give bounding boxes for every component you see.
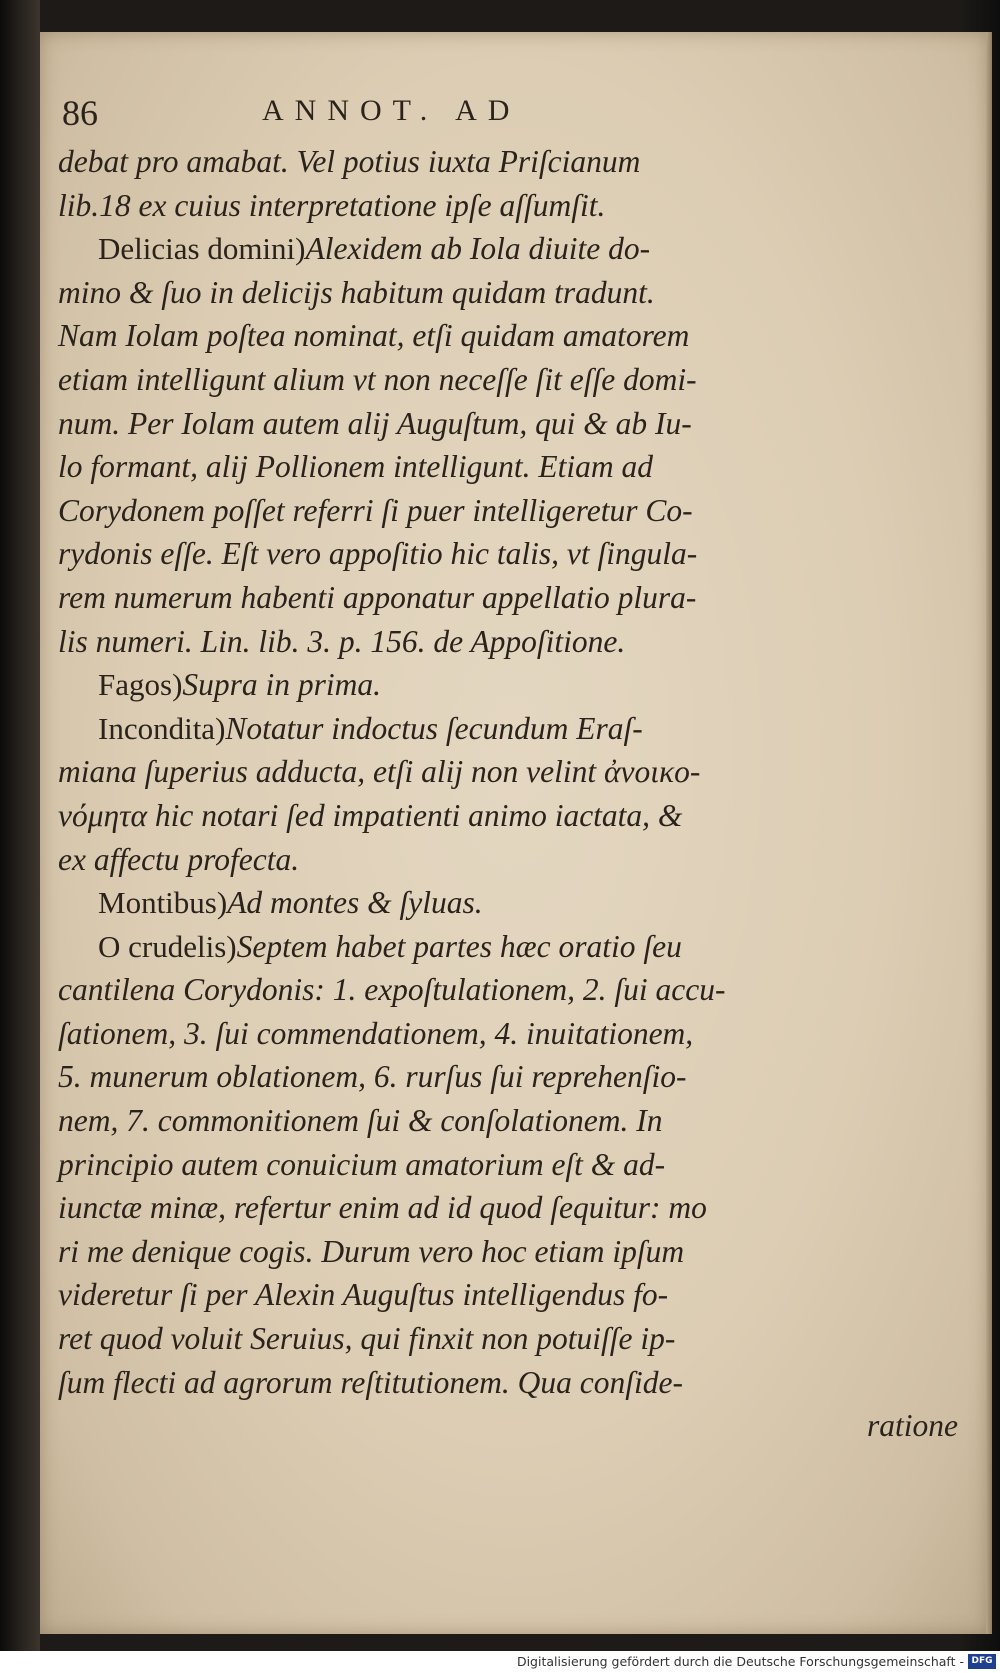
text-line (58, 1317, 958, 1361)
footer-credit: Digitalisierung gefördert durch die Deutsche Forschungsgemeinschaft - (516, 1654, 964, 1669)
text-line (58, 968, 958, 1012)
book-page (40, 32, 988, 1634)
text-line (58, 532, 958, 576)
gloss: lib.18 ex cuius interpretatione ipſe aſſumſit. (58, 187, 606, 223)
text-line (58, 358, 958, 402)
lemma: Fagos) (98, 667, 183, 703)
text-line (58, 1186, 958, 1230)
gloss: Notatur indoctus ſecundum Eraſ- (225, 710, 643, 746)
catchword: ratione (867, 1408, 958, 1444)
gloss: Supra in prima. (182, 667, 382, 703)
gloss: cantilena Corydonis: 1. expoſtulationem, 2. ſui accu- (58, 972, 726, 1008)
gloss: ſum flecti ad agrorum reſtitutionem. Qua conſide- (58, 1364, 683, 1400)
gloss: ret quod voluit Seruius, qui finxit non potuiſſe ip- (58, 1321, 676, 1357)
gloss: ri me denique cogis. Durum vero hoc etiam ipſum (58, 1233, 685, 1269)
gloss: Ad montes & ſyluas. (227, 885, 483, 921)
gloss: etiam intelligunt alium vt non neceſſe ſit eſſe domi- (58, 361, 697, 397)
gloss: Septem habet partes hæc oratio ſeu (236, 928, 682, 964)
text-line (58, 1361, 958, 1405)
gloss: ſationem, 3. ſui commendationem, 4. inuitationem, (58, 1015, 694, 1051)
gloss: rydonis eſſe. Eſt vero appoſitio hic talis, vt ſingula- (58, 536, 698, 572)
text-line (58, 707, 958, 751)
text-block (58, 140, 958, 1448)
text-line (58, 663, 958, 707)
lemma: Montibus) (98, 885, 228, 921)
gloss: miana ſuperius adducta, etſi alij non velint ἀνοικο- (58, 754, 701, 790)
page-number: 86 (62, 93, 98, 133)
gloss: nem, 7. commonitionem ſui & conſolationem. In (58, 1103, 663, 1139)
text-line (58, 140, 958, 184)
catchword-line (58, 1404, 958, 1448)
running-head (62, 92, 962, 132)
text-line (58, 314, 958, 358)
gloss: lis numeri. Lin. lib. 3. p. 156. de Appoſitione. (58, 623, 626, 659)
lemma: Incondita) (98, 710, 226, 746)
gloss: principio autem conuicium amatorium eſt & ad- (58, 1146, 666, 1182)
text-line (58, 227, 958, 271)
gloss: Corydonem poſſet referri ſi puer intelligeretur Co- (58, 492, 693, 528)
page-edge (986, 32, 992, 1634)
text-line (58, 402, 958, 446)
digitization-footer (0, 1651, 1000, 1673)
text-line (58, 1055, 958, 1099)
text-line (58, 1230, 958, 1274)
lemma: Delicias domini) (98, 231, 306, 267)
text-line (58, 1273, 958, 1317)
gloss: iunctæ minæ, refertur enim ad id quod ſequitur: mo (58, 1190, 707, 1226)
text-line (58, 576, 958, 620)
running-head-title: ANNOT. AD (262, 94, 521, 127)
gloss: lo formant, alij Pollionem intelligunt. Etiam ad (58, 449, 653, 485)
text-line (58, 838, 958, 882)
gloss: debat pro amabat. Vel potius iuxta Priſcianum (58, 144, 641, 179)
text-line (58, 271, 958, 315)
dfg-logo: DFG (968, 1654, 996, 1669)
gloss: mino & ſuo in delicijs habitum quidam tradunt. (58, 274, 655, 310)
gloss: rem numerum habenti apponatur appellatio plura- (58, 579, 697, 615)
gloss: 5. munerum oblationem, 6. rurſus ſui reprehenſio- (58, 1059, 687, 1095)
text-line (58, 1012, 958, 1056)
text-line (58, 1143, 958, 1187)
gloss: Nam Iolam poſtea nominat, etſi quidam amatorem (58, 318, 690, 354)
text-line (58, 445, 958, 489)
binding-shadow (0, 0, 40, 1651)
text-line (58, 184, 958, 228)
gloss: ex affectu profecta. (58, 841, 300, 877)
text-line (58, 881, 958, 925)
gloss: Alexidem ab Iola diuite do- (305, 231, 651, 267)
text-line (58, 489, 958, 533)
gloss: num. Per Iolam autem alij Auguſtum, qui & ab Iu- (58, 405, 692, 441)
gloss: νόμητα hic notari ſed impatienti animo iactata, & (58, 797, 683, 833)
text-line (58, 750, 958, 794)
text-line (58, 1099, 958, 1143)
lemma: O crudelis) (98, 928, 237, 964)
gloss: videretur ſi per Alexin Auguſtus intelligendus fo- (58, 1277, 669, 1313)
text-line (58, 620, 958, 664)
text-line (58, 794, 958, 838)
text-line (58, 925, 958, 969)
